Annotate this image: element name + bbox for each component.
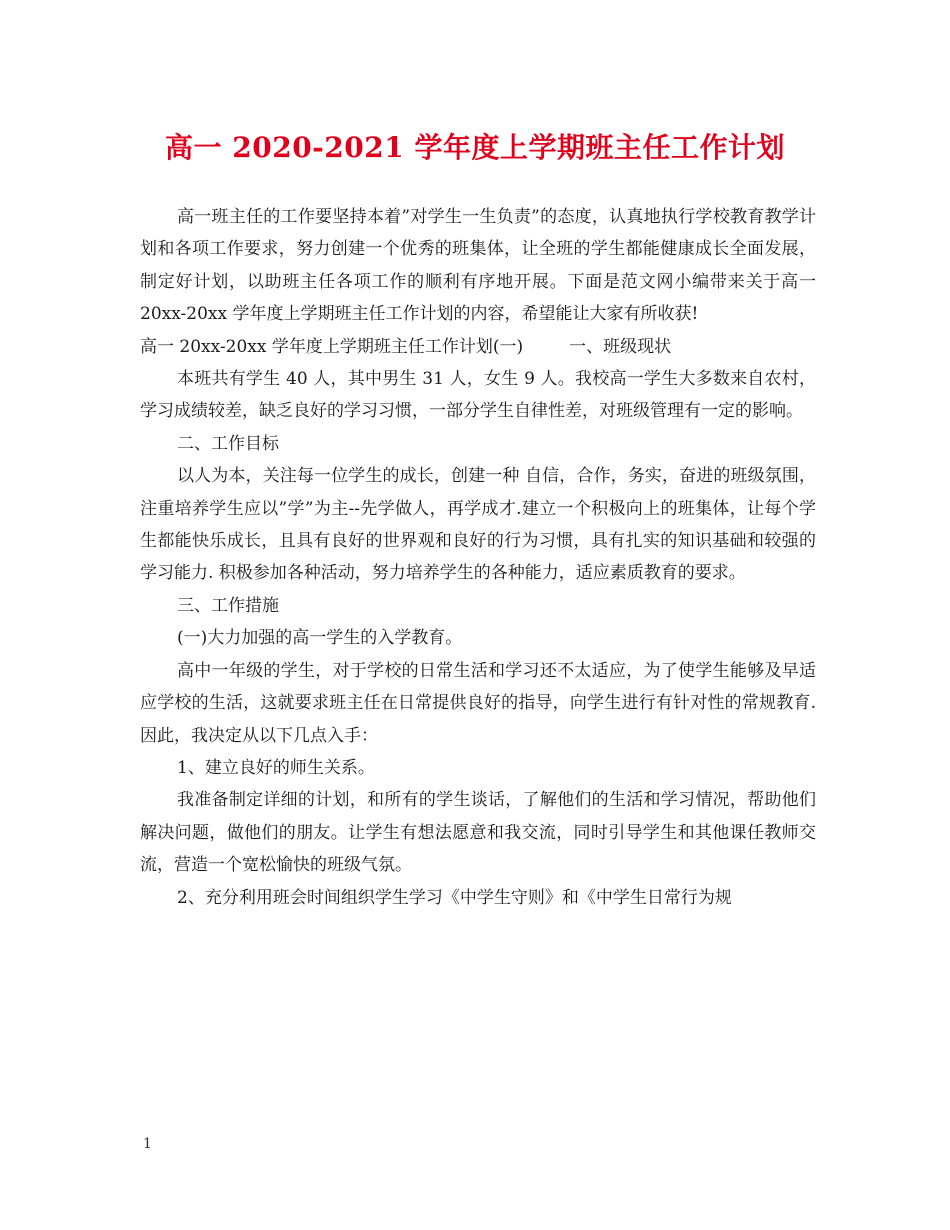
sub1-heading: (一)大力加强的高一学生的入学教育。 [177, 628, 463, 649]
plan-heading-line [140, 331, 816, 363]
item1-heading: 1、建立良好的师生关系。 [177, 757, 375, 778]
document-body [140, 201, 816, 914]
item2-paragraph: 2、充分利用班会时间组织学生学习《中学生守则》和《中学生日常行为规 [177, 887, 732, 908]
intro-paragraph: 高一班主任的工作要坚持本着”对学生一生负责”的态度，认真地执行学校教育教学计划和各项工作要求，努力创建一个优秀的班集体，让全班的学生都能健康成长全面发展，制定好计划，以助班主任各项工作的顺利有序地开展。下面是范文网小编带来关于高一 20xx-20xx 学年度上学期班主任工作计划的内容，希望能让大家有所收获! [140, 207, 816, 325]
section1-paragraph: 本班共有学生 40 人，其中男生 31 人，女生 9 人。我校高一学生大多数来自农村，学习成绩较差，缺乏良好的学习习惯，一部分学生自律性差，对班级管理有一定的影响。 [140, 369, 816, 422]
sub1-paragraph: 高中一年级的学生，对于学校的日常生活和学习还不太适应，为了使学生能够及早适应学校的生活，这就要求班主任在日常提供良好的指导，向学生进行有针对性的常规教育.因此，我决定从以下几点入手： [140, 660, 816, 746]
plan-heading: 高一 20xx-20xx 学年度上学期班主任工作计划(一) [140, 336, 524, 357]
section2-heading: 二、工作目标 [177, 433, 279, 454]
section1-heading: 一、班级现状 [569, 336, 672, 357]
section3-heading: 三、工作措施 [177, 595, 279, 616]
section2-paragraph: 以人为本，关注每一位学生的成长，创建一种 自信，合作，务实，奋进的班级氛围， 注重培养学生应以”学”为主--先学做人，再学成才.建立一个积极向上的班集体，让每个学生都能快乐成长，且具有良好的世界观和良好的行为习惯，具有扎实的知识基础和较强的学习能力. 积极参加各种活动，努力培养学生的各种能力，适应素质教育的要求。 [140, 466, 816, 584]
document-title: 高一 2020-2021 学年度上学期班主任工作计划 [165, 131, 785, 164]
page-number: 1 [143, 1136, 152, 1152]
item1-paragraph: 我准备制定详细的计划，和所有的学生谈话，了解他们的生活和学习情况，帮助他们解决问题，做他们的朋友。让学生有想法愿意和我交流，同时引导学生和其他课任教师交流，营造一个宽松愉快的班级气氛。 [140, 790, 816, 876]
